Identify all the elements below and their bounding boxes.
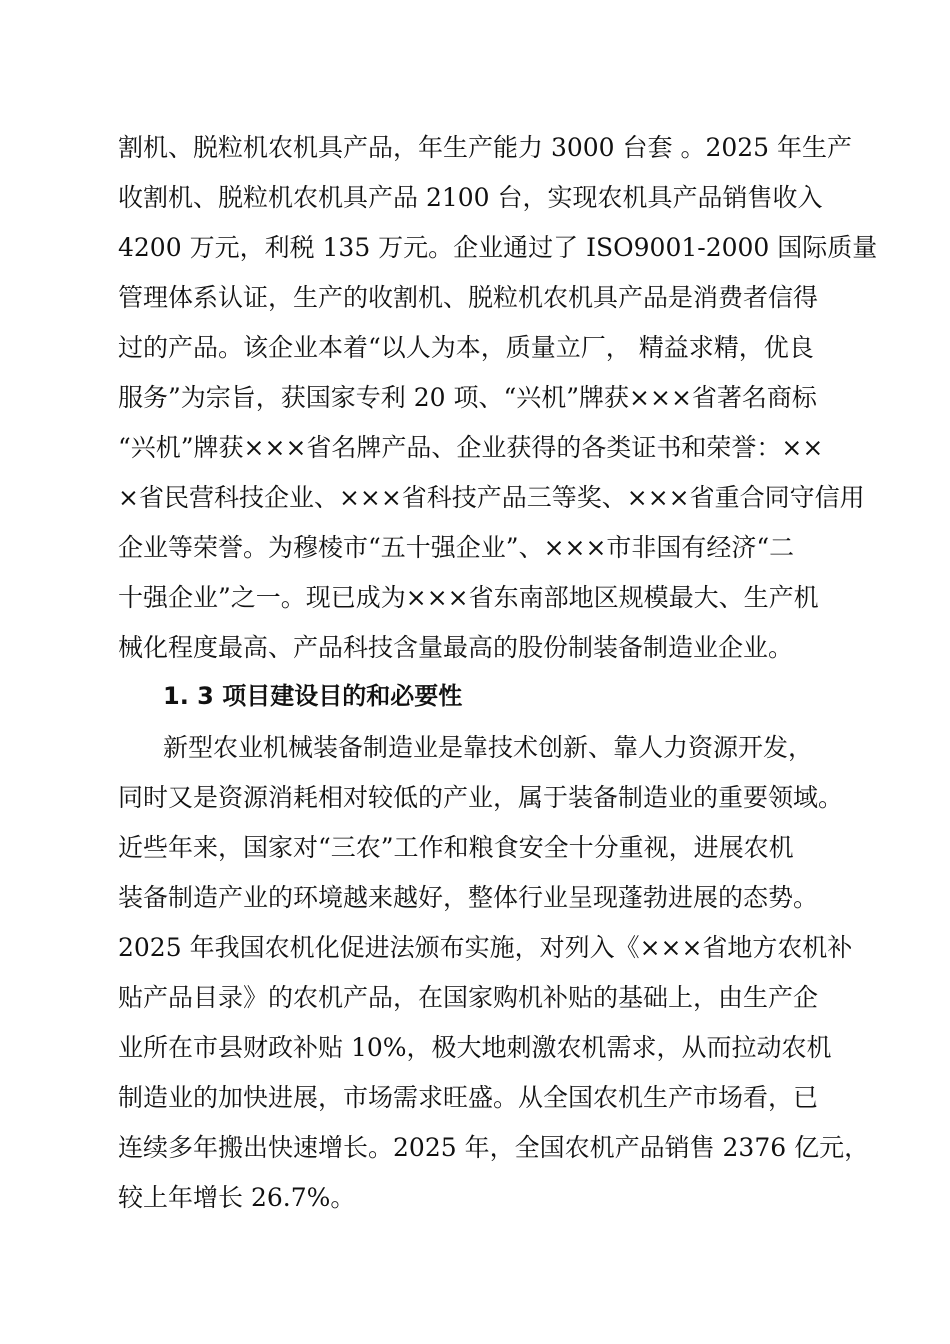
text-line-content: 割机、脱粒机农机具产品，年生产能力 3000 台套 。2025 年生产 <box>118 133 853 162</box>
text-line-content: 较上年增长 26.7%。 <box>118 1183 356 1212</box>
text-line <box>0 1178 950 1218</box>
text-line <box>0 828 950 868</box>
text-line-content: 管理体系认证，生产的收割机、脱粒机农机具产品是消费者信得 <box>118 283 819 312</box>
text-line <box>0 428 950 468</box>
text-line-content: 新型农业机械装备制造业是靠技术创新、靠人力资源开发， <box>163 733 814 762</box>
text-line-content: 过的产品。该企业本着“以人为本，质量立厂， 精益求精，优良 <box>118 333 814 362</box>
text-line <box>0 228 950 268</box>
text-line-content: 同时又是资源消耗相对较低的产业，属于装备制造业的重要领域。 <box>118 783 844 812</box>
text-line-content: ×省民营科技企业、×××省科技产品三等奖、×××省重合同守信用 <box>118 483 865 512</box>
text-line-content: 十强企业”之一。现已成为×××省东南部地区规模最大、生产机 <box>118 583 819 612</box>
text-line-content: 收割机、脱粒机农机具产品 2100 台，实现农机具产品销售收入 <box>118 183 823 212</box>
text-line-content: 贴产品目录》的农机产品，在国家购机补贴的基础上，由生产企 <box>118 983 819 1012</box>
text-line <box>0 278 950 318</box>
section-heading-text: 1. 3 项目建设目的和必要性 <box>163 682 463 710</box>
text-line <box>0 378 950 418</box>
text-line <box>0 728 950 768</box>
text-line-content: 2025 年我国农机化促进法颁布实施，对列入《×××省地方农机补 <box>118 933 853 962</box>
text-line <box>0 778 950 818</box>
text-line <box>0 178 950 218</box>
text-line <box>0 328 950 368</box>
text-line <box>0 878 950 918</box>
text-line <box>0 1128 950 1168</box>
text-line <box>0 528 950 568</box>
text-line-content: 制造业的加快进展，市场需求旺盛。从全国农机生产市场看，已 <box>118 1083 819 1112</box>
section-heading <box>0 676 950 716</box>
text-line <box>0 578 950 618</box>
text-line <box>0 928 950 968</box>
text-line-content: 连续多年搬出快速增长。2025 年，全国农机产品销售 2376 亿元， <box>118 1133 870 1162</box>
text-line-content: 企业等荣誉。为穆棱市“五十强企业”、×××市非国有经济“二 <box>118 533 795 562</box>
text-line-content: 装备制造产业的环境越来越好，整体行业呈现蓬勃进展的态势。 <box>118 883 819 912</box>
text-line-content: 服务”为宗旨，获国家专利 20 项、“兴机”牌获×××省著名商标 <box>118 383 817 412</box>
text-line-content: 4200 万元，利税 135 万元。企业通过了 ISO9001-2000 国际质量 <box>118 233 878 262</box>
text-line-content: 业所在市县财政补贴 10%，极大地刺激农机需求，从而拉动农机 <box>118 1033 832 1062</box>
text-line-content: 近些年来，国家对“三农”工作和粮食安全十分重视，进展农机 <box>118 833 794 862</box>
text-line <box>0 628 950 668</box>
text-line <box>0 478 950 518</box>
text-line <box>0 128 950 168</box>
text-line <box>0 1028 950 1068</box>
text-line-content: 械化程度最高、产品科技含量最高的股份制装备制造业企业。 <box>118 633 794 662</box>
text-line-content: “兴机”牌获×××省名牌产品、企业获得的各类证书和荣誉：×× <box>118 433 824 462</box>
text-line <box>0 978 950 1018</box>
text-line <box>0 1078 950 1118</box>
